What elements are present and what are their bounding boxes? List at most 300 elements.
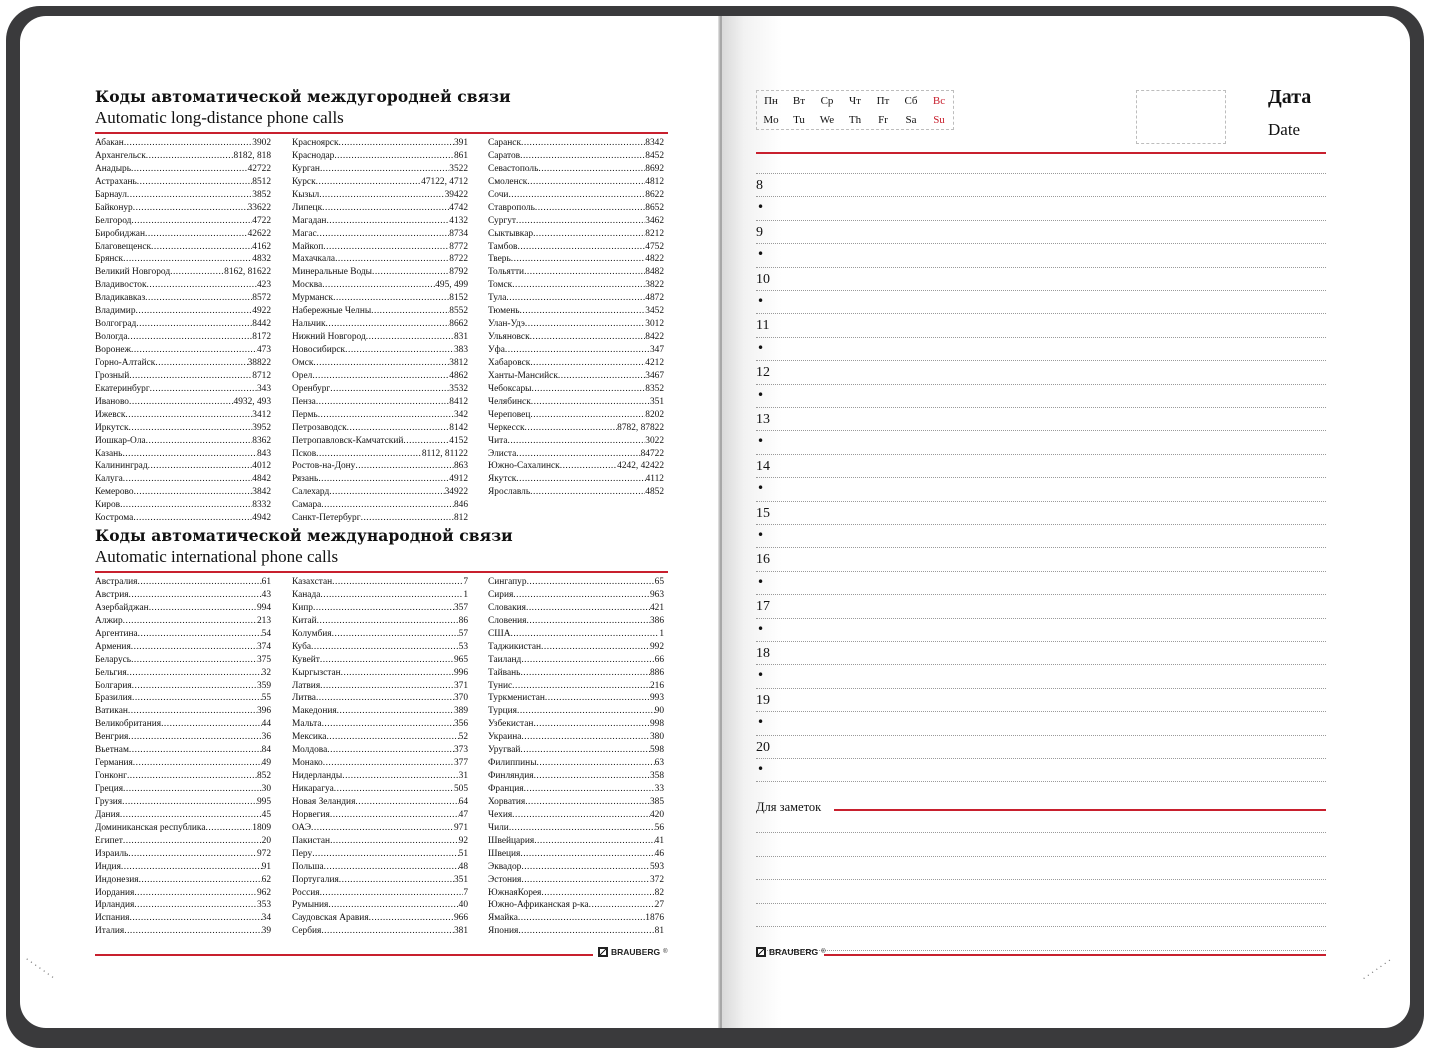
city-name: Волгоград	[95, 319, 137, 330]
dial-code: 54	[261, 628, 271, 639]
leader-dots	[345, 345, 454, 355]
dial-code: 846	[453, 500, 468, 511]
leader-dots	[145, 229, 248, 239]
dial-code: 8512	[252, 176, 271, 187]
code-entry	[292, 254, 468, 267]
hour-label: 8	[756, 178, 763, 193]
code-entry	[292, 371, 468, 384]
code-entry	[488, 423, 664, 436]
weekday-selector[interactable]	[756, 90, 954, 130]
code-entry	[95, 177, 271, 190]
schedule-line	[756, 781, 1326, 782]
dial-code: 4152	[449, 435, 468, 446]
leader-dots	[123, 784, 262, 794]
dial-code: 495, 499	[435, 280, 468, 291]
code-entry	[292, 668, 468, 681]
dial-code: 91	[261, 861, 271, 872]
dial-code: 3852	[252, 189, 271, 200]
code-entry	[488, 267, 664, 280]
city-name: Курск	[292, 176, 316, 187]
dial-code: 4162	[252, 241, 271, 252]
code-entry	[292, 410, 468, 423]
code-entry	[292, 203, 468, 216]
dial-code: 963	[649, 589, 664, 600]
city-name: Болгария	[95, 680, 132, 691]
dial-code: 377	[453, 758, 468, 769]
bullet-point[interactable]: •	[757, 528, 765, 542]
notes-line[interactable]	[756, 879, 1326, 880]
city-name: Омск	[292, 357, 314, 368]
city-name: Томск	[488, 280, 513, 291]
hour-label: 20	[756, 739, 770, 755]
city-name: Украина	[488, 732, 522, 743]
code-entry	[95, 397, 271, 410]
hour-label: 14	[756, 458, 770, 474]
city-name: Алжир	[95, 615, 123, 626]
weekday-ru-3[interactable]: Чт	[849, 94, 861, 107]
code-entry	[488, 900, 664, 913]
leader-dots	[326, 216, 449, 226]
dial-code: 8722	[449, 254, 468, 265]
city-name: Аргентина	[95, 628, 138, 639]
city-name: Италия	[95, 926, 125, 937]
dial-code: 996	[453, 667, 468, 678]
code-entry	[95, 229, 271, 242]
city-name: Оренбург	[292, 383, 331, 394]
dial-code: 57	[458, 628, 468, 639]
weekday-ru-1[interactable]: Вт	[792, 94, 806, 107]
code-entry	[488, 745, 664, 758]
code-entry	[488, 888, 664, 901]
code-entry	[95, 410, 271, 423]
leader-dots	[533, 719, 649, 729]
city-name: Казахстан	[292, 577, 333, 587]
dial-code: 358	[649, 771, 664, 782]
dial-code: 30	[261, 784, 271, 794]
city-name: Чита	[488, 435, 508, 446]
weekday-en-0[interactable]: Mo	[763, 113, 779, 126]
leader-dots	[518, 926, 654, 936]
schedule-line	[756, 641, 1326, 642]
city-name: Ватикан	[95, 706, 128, 717]
leader-dots	[128, 332, 253, 342]
city-name: Калининград	[95, 461, 148, 472]
code-entry	[488, 358, 664, 371]
dial-code: 64	[458, 796, 468, 807]
code-entry	[292, 474, 468, 487]
brand-logo-right: BRAUBERG ®	[756, 947, 826, 957]
city-name: Словения	[488, 615, 527, 626]
notes-line[interactable]	[756, 832, 1326, 833]
dial-code: 4742	[449, 202, 468, 213]
leader-dots	[531, 397, 650, 407]
code-entry	[95, 849, 271, 862]
schedule-line	[756, 220, 1326, 221]
code-entry	[95, 758, 271, 771]
dial-code: 42622	[247, 228, 271, 239]
leader-dots	[330, 810, 459, 820]
dial-code: 66	[654, 654, 664, 665]
city-name: Казань	[95, 448, 123, 459]
leader-dots	[123, 616, 257, 626]
city-name: ОАЭ	[292, 822, 312, 833]
dial-code: 374	[256, 641, 271, 652]
code-entry	[488, 706, 664, 719]
weekday-ru-5[interactable]: Сб	[904, 94, 918, 107]
leader-dots	[509, 823, 655, 833]
dial-code: 47122, 4712	[421, 176, 468, 187]
dial-code: 8692	[645, 163, 664, 174]
leader-dots	[139, 875, 262, 885]
dial-code: 4132	[449, 215, 468, 226]
city-name: Бельгия	[95, 667, 127, 678]
leader-dots	[530, 358, 645, 368]
code-entry	[292, 384, 468, 397]
weekday-en-3[interactable]: Th	[848, 113, 862, 126]
dial-code: 63	[654, 758, 664, 769]
dial-code: 593	[649, 861, 664, 872]
leader-dots	[148, 461, 253, 471]
bullet-point[interactable]: •	[757, 294, 765, 308]
leader-dots	[313, 603, 454, 613]
city-name: Байконур	[95, 202, 133, 213]
dial-code: 351	[453, 874, 468, 885]
code-entry	[488, 461, 664, 474]
leader-dots	[337, 706, 454, 716]
code-entry	[95, 693, 271, 706]
bullet-point[interactable]: •	[757, 762, 765, 776]
weekday-en-6[interactable]: Su	[933, 113, 945, 126]
code-entry	[95, 810, 271, 823]
code-entry	[488, 203, 664, 216]
date-label-en: Date	[1268, 120, 1301, 139]
bullet-point[interactable]: •	[757, 481, 765, 496]
hour-label: 9	[756, 224, 763, 240]
leader-dots	[521, 862, 650, 872]
city-name: Греция	[95, 784, 124, 794]
hour-label: 18	[756, 646, 770, 661]
leader-dots	[521, 875, 650, 885]
weekday-ru-6[interactable]: Вс	[932, 94, 946, 107]
code-entry	[292, 164, 468, 177]
city-name: Македония	[292, 706, 337, 717]
leader-dots	[123, 836, 262, 846]
leader-dots	[131, 164, 248, 174]
weekday-en-5[interactable]: Sa	[905, 113, 917, 126]
dial-code: 41	[654, 835, 664, 846]
leader-dots	[136, 319, 252, 329]
leader-dots	[520, 849, 654, 859]
leader-dots	[534, 836, 654, 846]
schedule-line	[756, 454, 1326, 455]
city-name: Грозный	[95, 370, 130, 381]
leader-dots	[316, 693, 454, 703]
code-entry	[292, 616, 468, 629]
notes-line[interactable]	[756, 926, 1326, 927]
dial-code: 36	[261, 732, 271, 743]
dial-code: 8182, 818	[233, 150, 271, 161]
city-name: Япония	[488, 926, 519, 937]
notes-line[interactable]	[756, 950, 1326, 951]
code-entry	[292, 332, 468, 345]
city-name: Владикавказ	[95, 293, 146, 304]
dial-code: 8332	[252, 500, 271, 511]
code-entry	[488, 681, 664, 694]
code-entry	[95, 926, 271, 939]
notes-rule	[834, 809, 1326, 811]
city-name: Молдова	[292, 745, 328, 756]
city-name: Магас	[292, 228, 317, 239]
dial-code: 8172	[252, 332, 271, 343]
dial-code: 995	[256, 796, 271, 807]
code-entry	[292, 693, 468, 706]
dial-code: 3812	[449, 357, 468, 368]
leader-dots	[335, 254, 449, 264]
city-name: Биробиджан	[95, 228, 145, 239]
leader-dots	[316, 449, 422, 459]
city-name: Кувейт	[292, 654, 320, 665]
codes-column	[488, 138, 664, 500]
leader-dots	[318, 474, 449, 484]
code-entry	[292, 900, 468, 913]
dial-code: 423	[256, 280, 271, 291]
leader-dots	[517, 706, 655, 716]
leader-dots	[330, 384, 449, 394]
dial-code: 3822	[645, 280, 664, 291]
bullet-point[interactable]: •	[757, 715, 765, 730]
city-name: Тамбов	[488, 241, 518, 252]
dial-code: 55	[261, 693, 271, 704]
dial-code: 4872	[645, 293, 664, 304]
leader-dots	[123, 254, 252, 264]
code-entry	[292, 190, 468, 203]
code-entry	[95, 190, 271, 203]
leader-dots	[134, 900, 257, 910]
city-name: Армения	[95, 641, 131, 652]
dial-code: 8734	[449, 228, 468, 239]
code-entry	[292, 267, 468, 280]
weekday-ru-4[interactable]: Пт	[876, 94, 890, 107]
leader-dots	[341, 668, 454, 678]
dial-code: 373	[453, 745, 468, 756]
code-entry	[292, 436, 468, 449]
dial-code: 84722	[640, 448, 664, 459]
code-entry	[95, 242, 271, 255]
city-name: Псков	[292, 448, 317, 459]
dial-code: 49	[261, 758, 271, 769]
city-name: Египет	[95, 835, 123, 846]
dial-code: 44	[261, 719, 271, 730]
bullet-point[interactable]: •	[757, 434, 765, 449]
city-name: Латвия	[292, 680, 321, 691]
bullet-point[interactable]: •	[757, 340, 765, 355]
hour-label: 17	[756, 599, 770, 615]
leader-dots	[145, 293, 252, 303]
dial-code: 8652	[645, 202, 664, 213]
code-entry	[292, 888, 468, 901]
dial-code: 1	[463, 589, 468, 600]
weekday-ru-2[interactable]: Ср	[820, 94, 834, 107]
schedule-line	[756, 313, 1326, 314]
city-name: Финляндия	[488, 771, 534, 782]
code-entry	[95, 875, 271, 888]
city-name: Австралия	[95, 577, 138, 587]
code-entry	[488, 229, 664, 242]
city-name: Пермь	[292, 409, 318, 420]
dial-code: 421	[649, 602, 664, 613]
bullet-point[interactable]: •	[757, 387, 765, 402]
city-name: Южно-Африканская р-ка	[488, 900, 589, 911]
city-name: Тюмень	[488, 306, 520, 317]
city-name: США	[488, 628, 511, 639]
leader-dots	[129, 371, 252, 381]
leader-dots	[155, 358, 247, 368]
city-name: Сургут	[488, 215, 517, 226]
dial-code: 82	[654, 887, 664, 898]
leader-dots	[560, 461, 617, 471]
code-entry	[488, 345, 664, 358]
code-entry	[488, 280, 664, 293]
code-entry	[292, 836, 468, 849]
bullet-point[interactable]: •	[757, 247, 765, 262]
city-name: Румыния	[292, 900, 329, 911]
city-name: Эстония	[488, 874, 522, 885]
leader-dots	[361, 513, 454, 523]
leader-dots	[131, 345, 257, 355]
code-entry	[292, 242, 468, 255]
date-field[interactable]	[1136, 90, 1226, 144]
weekday-en-1[interactable]: Tu	[793, 113, 805, 126]
leader-dots	[138, 629, 262, 639]
code-entry	[292, 487, 468, 500]
code-entry	[95, 474, 271, 487]
city-name: Саратов	[488, 150, 521, 161]
dial-code: 56	[654, 822, 664, 833]
weekday-ru-0[interactable]: Пн	[764, 94, 778, 107]
code-entry	[95, 487, 271, 500]
leader-dots	[120, 810, 262, 820]
city-name: Мурманск	[292, 293, 334, 304]
leader-dots	[541, 888, 654, 898]
code-entry	[95, 513, 271, 526]
code-entry	[292, 655, 468, 668]
code-entry	[95, 577, 271, 590]
leader-dots	[128, 706, 257, 716]
city-name: Израиль	[95, 848, 129, 859]
code-entry	[292, 732, 468, 745]
schedule-line	[756, 407, 1326, 408]
city-name: Кыргызстан	[292, 667, 341, 678]
leader-dots	[137, 577, 261, 587]
dial-code: 4812	[645, 176, 664, 187]
dial-code: 505	[453, 784, 468, 794]
code-entry	[488, 629, 664, 642]
code-entry	[488, 319, 664, 332]
dial-code: 8772	[449, 241, 468, 252]
schedule-line	[756, 735, 1326, 736]
dial-code: 8152	[449, 293, 468, 304]
code-entry	[292, 513, 468, 526]
code-entry	[292, 771, 468, 784]
bullet-point[interactable]: •	[757, 668, 765, 683]
leader-dots	[311, 642, 459, 652]
dial-code: 8362	[252, 435, 271, 446]
leader-dots	[526, 603, 650, 613]
code-entry	[292, 926, 468, 939]
notes-line[interactable]	[756, 903, 1326, 904]
city-name: Нальчик	[292, 319, 326, 330]
dial-code: 372	[649, 874, 664, 885]
dial-code: 52	[458, 732, 468, 743]
dial-code: 347	[649, 345, 664, 355]
leader-dots	[128, 849, 257, 859]
city-name: Анадырь	[95, 163, 131, 174]
leader-dots	[124, 926, 261, 936]
dial-code: 4242, 42422	[617, 461, 664, 472]
bullet-point[interactable]: •	[757, 574, 765, 589]
leader-dots	[558, 371, 645, 381]
dial-code: 3022	[645, 435, 664, 446]
leader-dots	[545, 693, 650, 703]
code-entry	[292, 280, 468, 293]
dial-code: 994	[256, 602, 271, 613]
city-name: Сочи	[488, 189, 509, 200]
dial-code: 27	[654, 900, 664, 911]
city-name: Хорватия	[488, 796, 526, 807]
brand-name: BRAUBERG	[611, 947, 661, 957]
leader-dots	[147, 280, 257, 290]
dial-code: 213	[256, 615, 271, 626]
leader-dots	[121, 862, 262, 872]
leader-dots	[533, 229, 645, 239]
code-entry	[292, 849, 468, 862]
leader-dots	[320, 164, 449, 174]
code-entry	[95, 732, 271, 745]
code-entry	[95, 371, 271, 384]
notes-line[interactable]	[756, 856, 1326, 857]
code-entry	[488, 642, 664, 655]
dial-code: 8202	[645, 409, 664, 420]
code-entry	[488, 384, 664, 397]
bullet-point[interactable]: •	[757, 200, 765, 215]
code-entry	[488, 306, 664, 319]
leader-dots	[133, 203, 248, 213]
city-name: Словакия	[488, 602, 526, 613]
code-entry	[292, 293, 468, 306]
leader-dots	[517, 242, 645, 252]
dial-code: 843	[256, 448, 271, 459]
code-entry	[292, 449, 468, 462]
leader-dots	[332, 629, 459, 639]
code-entry	[488, 190, 664, 203]
dial-code: 62	[261, 874, 271, 885]
bullet-point[interactable]: •	[757, 621, 765, 636]
notes-label: Для заметок	[756, 800, 822, 814]
leader-dots	[129, 423, 253, 433]
weekday-en-4[interactable]: Fr	[878, 113, 888, 126]
dial-code: 4842	[252, 474, 271, 485]
code-entry	[95, 862, 271, 875]
code-entry	[95, 332, 271, 345]
dial-code: 371	[453, 680, 468, 691]
city-name: Туркменистан	[488, 693, 545, 704]
leader-dots	[320, 655, 454, 665]
leader-dots	[507, 436, 645, 446]
city-name: Тайвань	[488, 667, 521, 678]
weekday-en-2[interactable]: We	[819, 113, 835, 126]
dial-code: 3532	[449, 383, 468, 394]
code-entry	[95, 603, 271, 616]
